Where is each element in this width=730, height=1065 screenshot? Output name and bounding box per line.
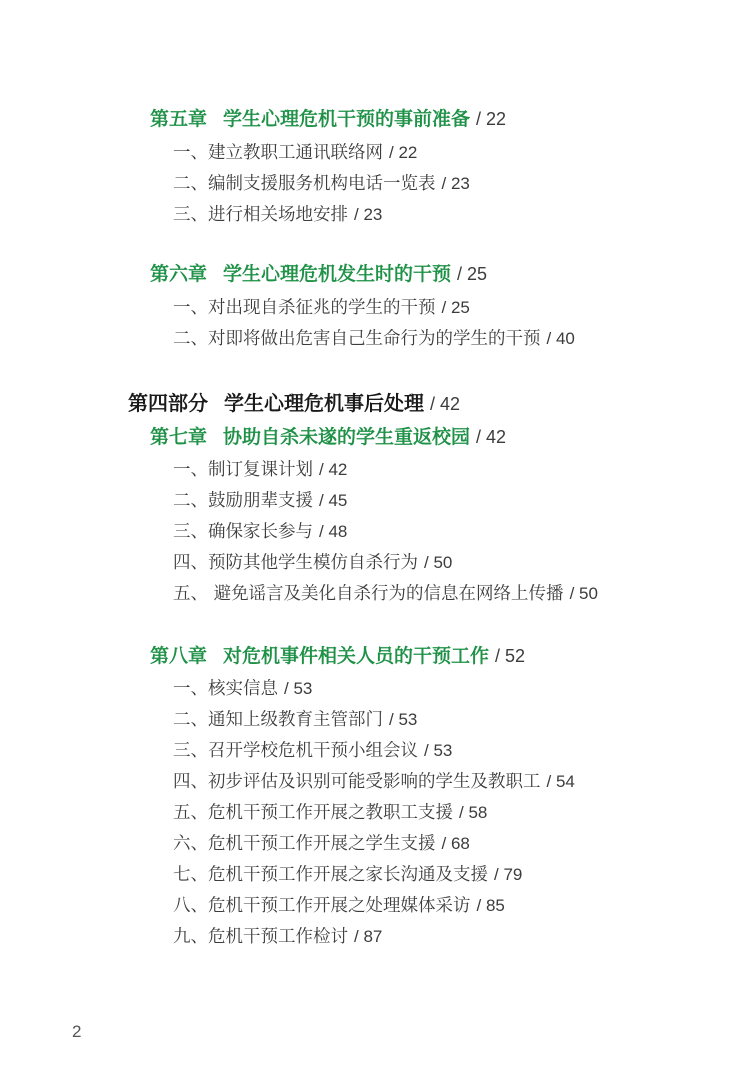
- item-text: 六、危机干预工作开展之学生支援: [173, 834, 436, 854]
- page-ref: / 23: [354, 205, 383, 224]
- toc-item[interactable]: [173, 866, 522, 885]
- toc-item[interactable]: [173, 835, 470, 854]
- page-ref: / 25: [457, 264, 488, 284]
- item-text: 七、危机干预工作开展之家长沟通及支援: [173, 865, 488, 885]
- item-text: 一、建立教职工通讯联络网: [173, 143, 383, 163]
- page-ref: / 48: [319, 522, 348, 541]
- item-text: 三、确保家长参与: [173, 522, 313, 542]
- toc-item[interactable]: [173, 144, 417, 163]
- page-ref: / 50: [424, 553, 453, 572]
- part-label: 第四部分: [128, 391, 208, 415]
- page-ref: / 79: [494, 865, 523, 884]
- page-ref: / 40: [546, 329, 575, 348]
- toc-item[interactable]: [173, 330, 575, 349]
- part-title: 学生心理危机事后处理: [224, 391, 424, 415]
- item-text: 二、编制支援服务机构电话一览表: [173, 174, 436, 194]
- page-ref: / 42: [430, 394, 461, 414]
- item-text: 二、对即将做出危害自己生命行为的学生的干预: [173, 329, 541, 349]
- page-ref: / 45: [319, 491, 348, 510]
- chapter-title: 对危机事件相关人员的干预工作: [223, 645, 490, 667]
- chapter-title: 协助自杀未遂的学生重返校园: [223, 426, 471, 448]
- toc-item[interactable]: [173, 928, 382, 947]
- page-ref: / 87: [354, 927, 383, 946]
- toc-chapter-7[interactable]: [150, 428, 506, 447]
- item-text: 一、核实信息: [173, 679, 278, 699]
- toc-item[interactable]: [173, 742, 452, 761]
- toc-item[interactable]: [173, 492, 347, 511]
- item-text: 三、进行相关场地安排: [173, 205, 348, 225]
- toc-chapter-5[interactable]: [150, 110, 506, 129]
- toc-item[interactable]: [173, 175, 470, 194]
- item-text: 五、危机干预工作开展之教职工支援: [173, 803, 453, 823]
- toc-item[interactable]: [173, 897, 505, 916]
- page-number: 2: [72, 1022, 82, 1041]
- item-text: 五、 避免谣言及美化自杀行为的信息在网络上传播: [173, 584, 564, 604]
- chapter-title: 学生心理危机干预的事前准备: [223, 108, 471, 130]
- page-ref: / 50: [569, 584, 598, 603]
- toc-part-4[interactable]: [128, 393, 460, 413]
- item-text: 四、初步评估及识别可能受影响的学生及教职工: [173, 772, 541, 792]
- page-ref: / 53: [424, 741, 453, 760]
- chapter-label: 第五章: [150, 108, 208, 130]
- page-ref: / 22: [389, 143, 418, 162]
- item-text: 八、危机干预工作开展之处理媒体采访: [173, 896, 471, 916]
- toc-item[interactable]: [173, 461, 347, 480]
- item-text: 四、预防其他学生模仿自杀行为: [173, 553, 418, 573]
- toc-item[interactable]: [173, 585, 598, 604]
- toc-chapter-6[interactable]: [150, 265, 487, 284]
- toc-item[interactable]: [173, 804, 487, 823]
- toc-item[interactable]: [173, 206, 382, 225]
- item-text: 一、制订复课计划: [173, 460, 313, 480]
- toc-chapter-8[interactable]: [150, 647, 525, 666]
- item-text: 一、对出现自杀征兆的学生的干预: [173, 298, 436, 318]
- item-text: 二、通知上级教育主管部门: [173, 710, 383, 730]
- toc-item[interactable]: [173, 711, 417, 730]
- item-text: 二、鼓励朋辈支援: [173, 491, 313, 511]
- page-ref: / 23: [441, 174, 470, 193]
- chapter-label: 第六章: [150, 263, 208, 285]
- item-text: 九、危机干预工作检讨: [173, 927, 348, 947]
- toc-item[interactable]: [173, 773, 575, 792]
- toc-item[interactable]: [173, 299, 470, 318]
- page-ref: / 52: [495, 646, 526, 666]
- chapter-label: 第八章: [150, 645, 208, 667]
- toc-item[interactable]: [173, 680, 312, 699]
- chapter-label: 第七章: [150, 426, 208, 448]
- item-text: 三、召开学校危机干预小组会议: [173, 741, 418, 761]
- page-ref: / 25: [441, 298, 470, 317]
- page-ref: / 68: [441, 834, 470, 853]
- page-ref: / 53: [284, 679, 313, 698]
- page-ref: / 42: [319, 460, 348, 479]
- page-ref: / 42: [476, 427, 507, 447]
- page-ref: / 54: [546, 772, 575, 791]
- page-ref: / 85: [476, 896, 505, 915]
- chapter-title: 学生心理危机发生时的干预: [223, 263, 452, 285]
- toc-item[interactable]: [173, 554, 452, 573]
- page-ref: / 58: [459, 803, 488, 822]
- page-ref: / 22: [476, 109, 507, 129]
- page-ref: / 53: [389, 710, 418, 729]
- toc-item[interactable]: [173, 523, 347, 542]
